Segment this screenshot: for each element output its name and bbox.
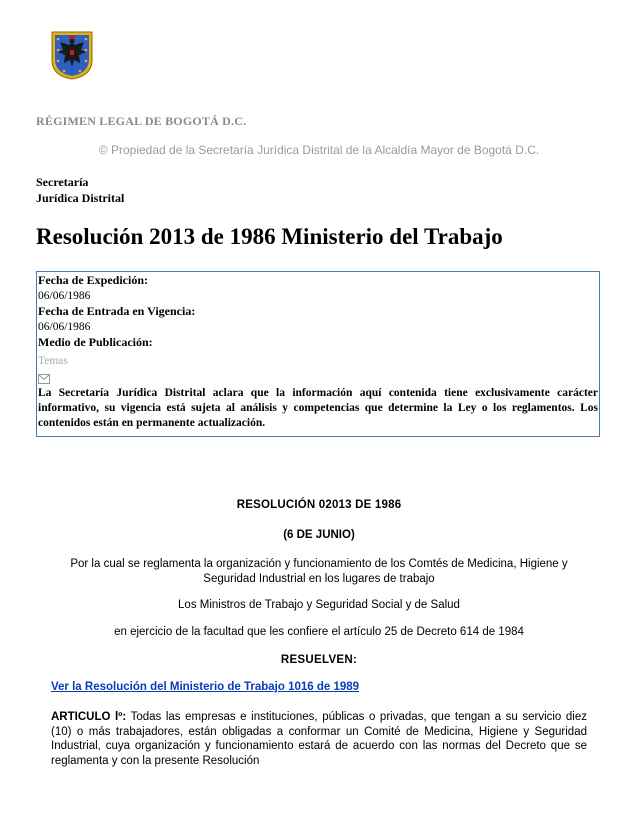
fecha-vigencia-value: 06/06/1986 [38,320,91,333]
secretaria-line-1: Secretaría [36,175,89,189]
regimen-legal-heading: RÉGIMEN LEGAL DE BOGOTÁ D.C. [36,114,247,128]
disclaimer-text: La Secretaría Jurídica Distrital aclara que la información aquí contenida tiene exclusivamente carácter informativo, su vigencia está sujeta al análisis y competencias que determine la Ley o los reglamentos. Los contenidos están en permanente actualización. [38,386,598,429]
copyright-notice: © Propiedad de la Secretaría Jurídica Distrital de la Alcaldía Mayor de Bogotá D.C. [98,143,540,157]
resolution-subject: Por la cual se reglamenta la organización y funcionamiento de los Comtés de Medicina, Higiene y Seguridad Industrial en los lugares de trabajo [70,558,568,585]
ministros-line: Los Ministros de Trabajo y Seguridad Social y de Salud [178,599,460,611]
page-title: Resolución 2013 de 1986 Ministerio del Trabajo [36,224,503,249]
fecha-vigencia-label: Fecha de Entrada en Vigencia: [38,304,196,318]
bogota-coat-of-arms-icon [50,30,94,80]
fecha-expedicion-value: 06/06/1986 [38,289,91,302]
resolution-heading: RESOLUCIÓN 02013 DE 1986 [236,499,402,511]
fecha-expedicion-label: Fecha de Expedición: [38,273,148,287]
articulo-1-text: Todas las empresas e instituciones, públicas o privadas, que tengan a su servicio diez (10) o más trabajadores, están obligadas a conformar un Comité de Medicina, Higiene y Seguridad Industrial, cuya organización y funcionamiento estará de acuerdo con las normas del Decreto que se reglamenta y con la presente Resolución [51,711,587,767]
resolution-date: (6 DE JUNIO) [283,529,355,541]
articulo-1 [51,710,587,768]
medio-publicacion-label: Medio de Publicación: [38,335,153,349]
temas-link[interactable]: Temas [38,354,68,367]
document-info-box [36,271,600,437]
ver-resolucion-link[interactable]: Ver la Resolución del Ministerio de Trabajo 1016 de 1989 [51,681,360,693]
resuelven-heading: RESUELVEN: [280,654,358,666]
secretaria-label [36,174,124,206]
ejercicio-line: en ejercicio de la facultad que les confiere el artículo 25 de Decreto 614 de 1984 [114,626,524,638]
envelope-icon[interactable] [38,370,598,386]
articulo-1-label: ARTICULO lº: [51,711,127,723]
secretaria-line-2: Jurídica Distrital [36,191,125,205]
